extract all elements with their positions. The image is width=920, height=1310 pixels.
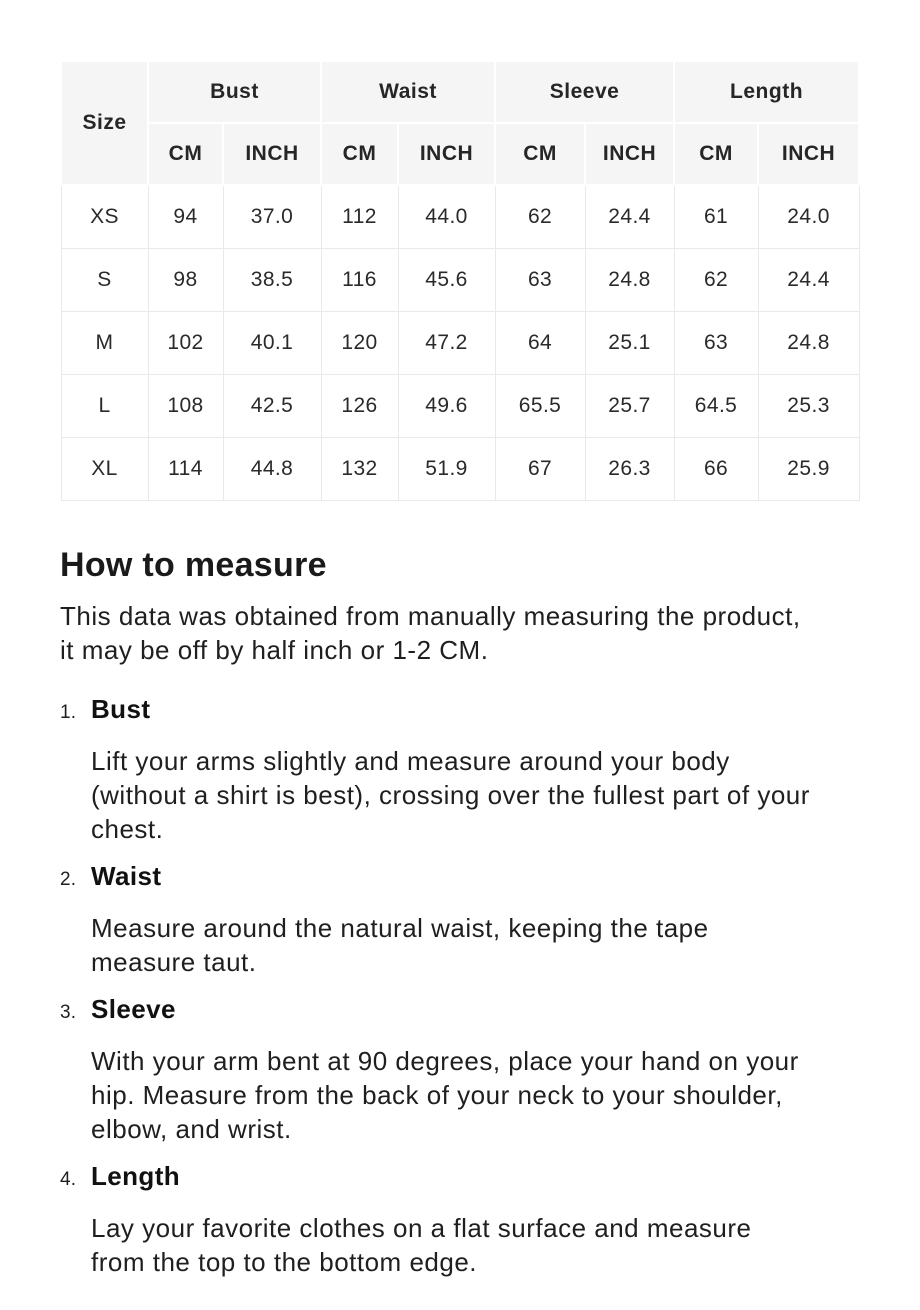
step-description	[91, 1211, 860, 1279]
step-header	[60, 858, 860, 899]
size-cell: S	[61, 248, 148, 311]
table-cell: 63	[674, 311, 758, 374]
table-row-s	[61, 248, 859, 311]
step-line: hip. Measure from the back of your neck to your shoulder,	[91, 1079, 783, 1110]
list-item-length	[60, 1158, 860, 1279]
table-cell: 63	[495, 248, 585, 311]
table-cell: 114	[148, 437, 223, 500]
step-line: Lift your arms slightly and measure around your body	[91, 745, 730, 776]
step-line: from the top to the bottom edge.	[91, 1246, 478, 1277]
size-cell: XS	[61, 185, 148, 248]
table-cell: 64	[495, 311, 585, 374]
size-chart-body	[61, 185, 859, 500]
table-cell: 62	[495, 185, 585, 248]
table-cell: 25.1	[585, 311, 674, 374]
step-line: Measure around the natural waist, keeping the tape	[91, 912, 709, 943]
table-cell: 108	[148, 374, 223, 437]
step-number: 1.	[60, 701, 77, 723]
measure-group-row	[61, 61, 859, 123]
table-cell: 26.3	[585, 437, 674, 500]
table-cell: 126	[321, 374, 398, 437]
intro-line: This data was obtained from manually measuring the product,	[60, 600, 801, 631]
step-number: 4.	[60, 1168, 77, 1190]
step-title: Sleeve	[91, 993, 176, 1024]
table-cell: 47.2	[398, 311, 495, 374]
unit-header-waist-inch: INCH	[398, 123, 495, 185]
unit-header-length-cm: CM	[674, 123, 758, 185]
unit-header-bust-inch: INCH	[223, 123, 321, 185]
table-cell: 67	[495, 437, 585, 500]
intro-line: it may be off by half inch or 1-2 CM.	[60, 634, 489, 665]
table-cell: 42.5	[223, 374, 321, 437]
table-row-xl	[61, 437, 859, 500]
unit-header-bust-cm: CM	[148, 123, 223, 185]
section-title-how-to-measure: How to measure	[60, 545, 327, 584]
column-header-size: Size	[61, 61, 148, 185]
step-header	[60, 691, 860, 732]
step-title: Waist	[91, 860, 162, 891]
table-cell: 37.0	[223, 185, 321, 248]
table-cell: 24.4	[758, 248, 859, 311]
column-header-sleeve: Sleeve	[495, 61, 674, 123]
step-number: 2.	[60, 868, 77, 890]
table-cell: 49.6	[398, 374, 495, 437]
unit-header-length-inch: INCH	[758, 123, 859, 185]
step-header	[60, 991, 860, 1032]
step-line: elbow, and wrist.	[91, 1113, 292, 1144]
column-header-length: Length	[674, 61, 859, 123]
table-cell: 61	[674, 185, 758, 248]
table-cell: 64.5	[674, 374, 758, 437]
step-line: measure taut.	[91, 946, 257, 977]
step-line: (without a shirt is best), crossing over the fullest part of your	[91, 779, 810, 810]
column-header-waist: Waist	[321, 61, 495, 123]
table-cell: 24.0	[758, 185, 859, 248]
table-cell: 120	[321, 311, 398, 374]
table-cell: 44.0	[398, 185, 495, 248]
list-item-sleeve	[60, 991, 860, 1146]
table-cell: 66	[674, 437, 758, 500]
table-cell: 65.5	[495, 374, 585, 437]
table-cell: 98	[148, 248, 223, 311]
table-cell: 25.3	[758, 374, 859, 437]
step-header	[60, 1158, 860, 1199]
size-cell: M	[61, 311, 148, 374]
size-cell: XL	[61, 437, 148, 500]
column-header-bust: Bust	[148, 61, 321, 123]
table-cell: 24.8	[758, 311, 859, 374]
measure-steps-list	[60, 691, 860, 1279]
table-cell: 44.8	[223, 437, 321, 500]
table-cell: 51.9	[398, 437, 495, 500]
step-line: chest.	[91, 813, 164, 844]
table-cell: 40.1	[223, 311, 321, 374]
table-cell: 94	[148, 185, 223, 248]
table-cell: 132	[321, 437, 398, 500]
unit-header-waist-cm: CM	[321, 123, 398, 185]
table-row-l	[61, 374, 859, 437]
step-number: 3.	[60, 1001, 77, 1023]
unit-header-sleeve-cm: CM	[495, 123, 585, 185]
table-cell: 25.9	[758, 437, 859, 500]
table-cell: 25.7	[585, 374, 674, 437]
step-description	[91, 1044, 860, 1146]
table-cell: 62	[674, 248, 758, 311]
step-title: Bust	[91, 693, 151, 724]
step-description	[91, 744, 860, 846]
unit-header-row	[61, 123, 859, 185]
step-line: With your arm bent at 90 degrees, place your hand on your	[91, 1045, 799, 1076]
table-cell: 24.8	[585, 248, 674, 311]
table-cell: 102	[148, 311, 223, 374]
size-cell: L	[61, 374, 148, 437]
measure-intro-paragraph	[60, 599, 860, 667]
table-cell: 116	[321, 248, 398, 311]
list-item-waist	[60, 858, 860, 979]
step-line: Lay your favorite clothes on a flat surface and measure	[91, 1212, 752, 1243]
table-cell: 24.4	[585, 185, 674, 248]
table-cell: 38.5	[223, 248, 321, 311]
step-description	[91, 911, 860, 979]
unit-header-sleeve-inch: INCH	[585, 123, 674, 185]
size-chart-table	[60, 60, 860, 501]
table-cell: 45.6	[398, 248, 495, 311]
list-item-bust	[60, 691, 860, 846]
table-row-xs	[61, 185, 859, 248]
step-title: Length	[91, 1160, 181, 1191]
table-cell: 112	[321, 185, 398, 248]
table-row-m	[61, 311, 859, 374]
size-chart-header	[61, 61, 859, 185]
